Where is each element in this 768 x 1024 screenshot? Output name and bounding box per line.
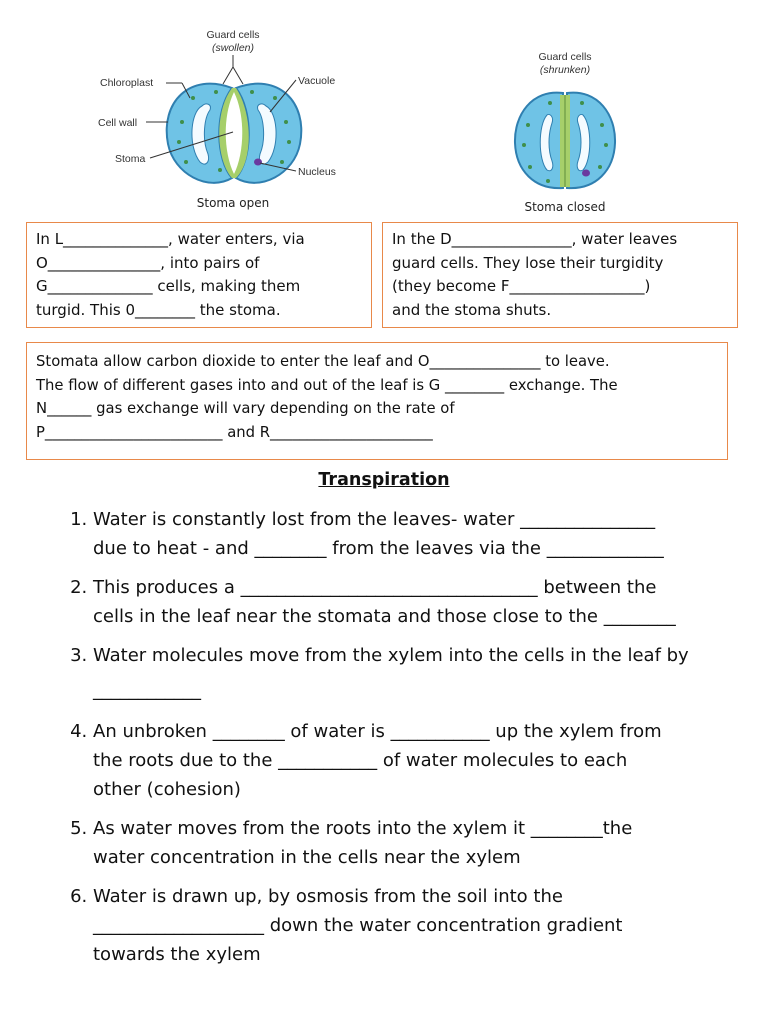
box-line: The flow of different gases into and out of the leaf is G ________ exchange. The [36, 376, 618, 394]
stoma-closed-caption: Stoma closed [524, 200, 606, 214]
guard-cells-label: Guard cells [206, 29, 260, 41]
box-line: In L______________, water enters, via [36, 230, 305, 248]
box-line: O_______________, into pairs of [36, 253, 260, 272]
list-item-line: 1. Water is constantly lost from the leaves- water _______________ [93, 509, 656, 530]
list-item-line: water concentration in the cells near the xylem [93, 847, 521, 868]
list-item [93, 505, 768, 563]
list-item-line: 5. As water moves from the roots into the xylem it ________the [93, 818, 633, 839]
list-item-line: 2. This produces a _________________________________ between the [93, 577, 657, 598]
nucleus-dot [254, 159, 262, 166]
gas-exchange-box [26, 342, 728, 460]
stoma-label: Stoma [115, 153, 146, 165]
list-item [93, 641, 768, 705]
nucleus-label: Nucleus [298, 166, 336, 178]
shrunken-label: (shrunken) [539, 64, 591, 76]
list-item-line: towards the xylem [93, 944, 261, 965]
list-item-line: due to heat - and ________ from the leaves via the _____________ [93, 538, 664, 559]
stoma-open-caption: Stoma open [196, 196, 270, 210]
swollen-label: (swollen) [211, 42, 255, 54]
list-item-line: other (cohesion) [93, 779, 241, 800]
list-item-line: cells in the leaf near the stomata and those close to the ________ [93, 606, 676, 627]
list-item [93, 882, 768, 969]
cell-wall-label: Cell wall [98, 117, 138, 129]
box-line: turgid. This 0________ the stoma. [36, 300, 281, 319]
box-line: In the D________________, water leaves [392, 230, 678, 248]
list-item [93, 573, 768, 631]
guard-cells-pointer [223, 55, 243, 84]
list-item-line: 4. An unbroken ________ of water is ___________ up the xylem from [93, 721, 662, 742]
transpiration-list [40, 505, 768, 979]
list-item-line: 6. Water is drawn up, by osmosis from the soil into the [93, 886, 563, 907]
list-item-line: 3. Water molecules move from the xylem into the cells in the leaf by [93, 645, 689, 666]
box-line: N______ gas exchange will vary depending on the rate of [36, 400, 455, 417]
list-item-line: ____________ [93, 680, 201, 701]
stoma-closed-figure [490, 45, 640, 217]
list-item-line: the roots due to the ___________ of water molecules to each [93, 750, 628, 771]
dark-conditions-box [382, 222, 738, 328]
stoma-open-diagram [90, 22, 350, 217]
box-line: G______________ cells, making them [36, 277, 301, 295]
box-line: Stomata allow carbon dioxide to enter the leaf and O_______________ to leave. [36, 353, 610, 370]
box-line: and the stoma shuts. [392, 300, 552, 319]
right-guard-cell-closed [567, 93, 615, 189]
nucleus-dot-closed [582, 170, 590, 177]
left-guard-cell-closed [515, 93, 563, 189]
stoma-open-figure [90, 22, 350, 217]
stoma-closed-diagram [490, 45, 640, 217]
list-item [93, 814, 768, 872]
box-line: (they become F__________________) [392, 277, 651, 295]
vacuole-label: Vacuole [298, 75, 336, 87]
light-conditions-box [26, 222, 372, 328]
transpiration-title: Transpiration [318, 470, 450, 490]
guard-cells-closed-label: Guard cells [538, 51, 592, 63]
list-item [93, 717, 768, 804]
chloroplast-label: Chloroplast [100, 77, 154, 89]
box-line: guard cells. They lose their turgidity [392, 253, 664, 272]
list-item-line: ___________________ down the water concentration gradient [93, 915, 623, 936]
box-line: P________________________ and R______________________ [36, 423, 433, 441]
